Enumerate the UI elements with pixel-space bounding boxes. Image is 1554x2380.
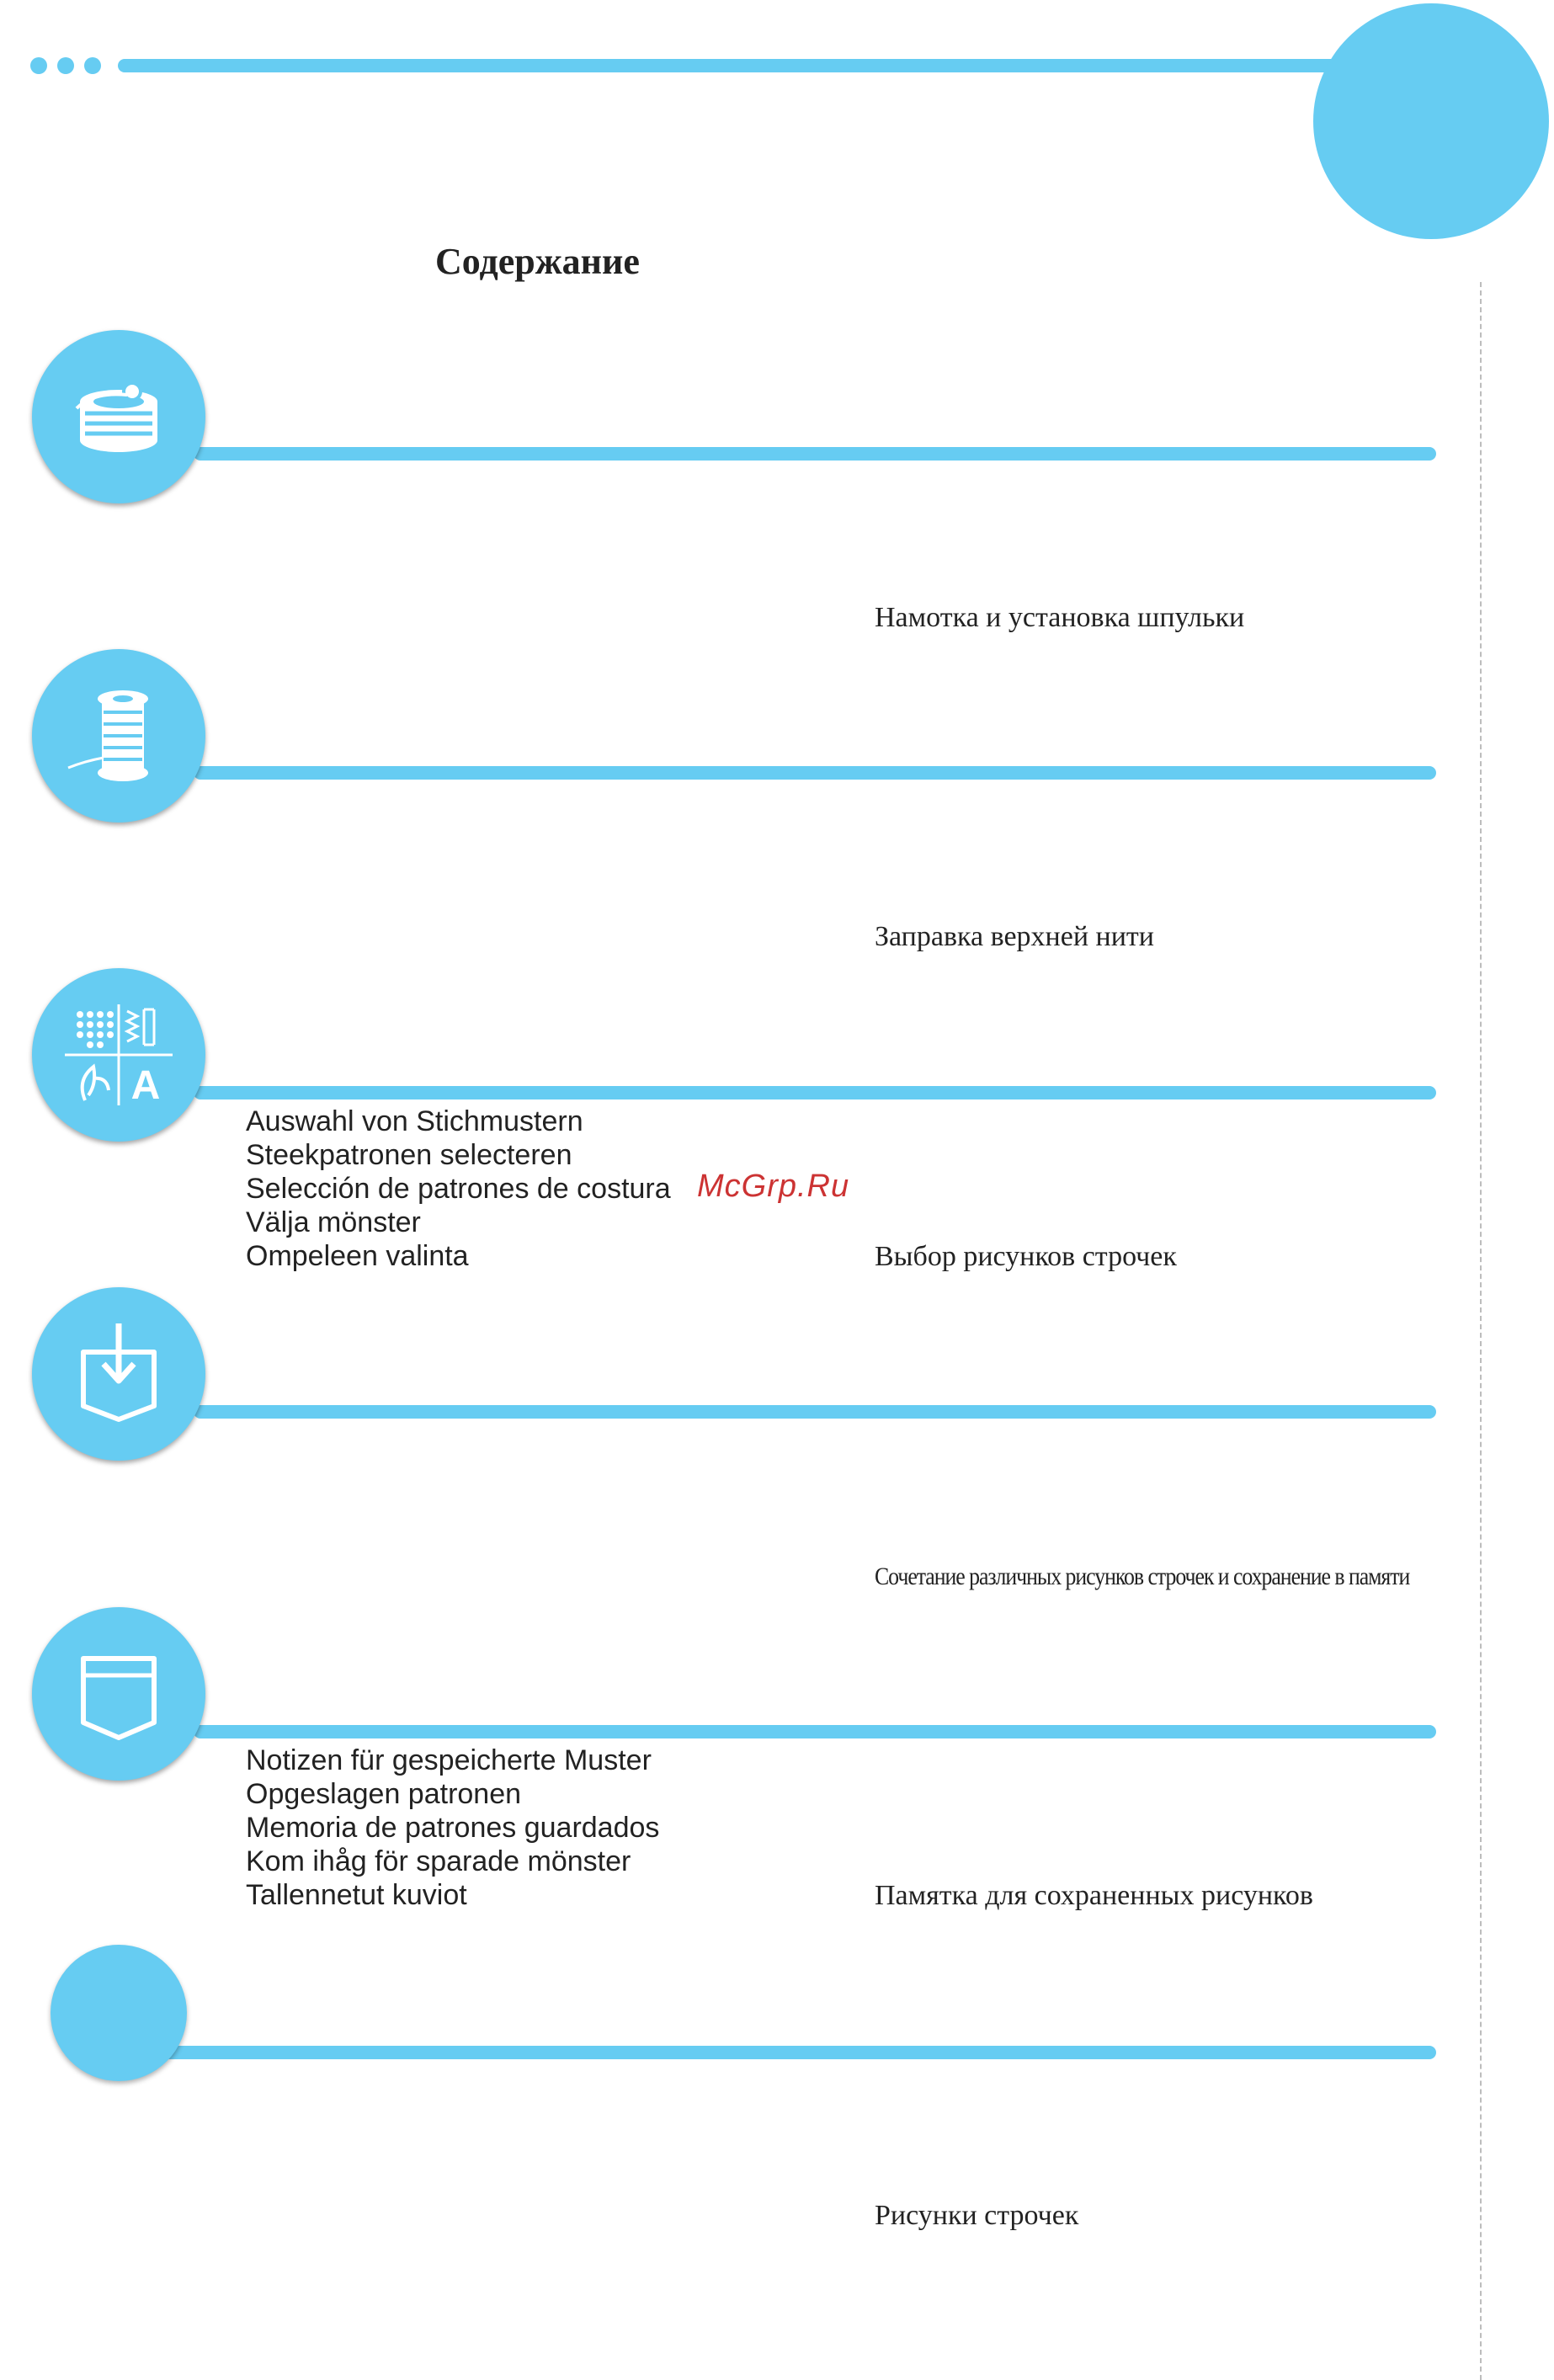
lang-fi: Tallennetut kuviot bbox=[246, 1879, 467, 1911]
pocket-memo-icon bbox=[32, 1607, 205, 1781]
lang-de: Auswahl von Stichmustern bbox=[246, 1105, 583, 1137]
section-title: Заправка верхней нити bbox=[875, 921, 1154, 952]
section-bar bbox=[194, 1086, 1436, 1099]
svg-text:A: A bbox=[130, 1063, 161, 1108]
lang-nl: Opgeslagen patronen bbox=[246, 1778, 522, 1810]
lang-es: Selección de patrones de costura bbox=[246, 1173, 671, 1205]
thread-spool-icon bbox=[32, 649, 205, 823]
top-dot-3 bbox=[84, 57, 101, 74]
top-dot-1 bbox=[30, 57, 47, 74]
section-bar bbox=[194, 447, 1436, 461]
stitch-patterns-icon bbox=[32, 968, 205, 1142]
section-title: Выбор рисунков строчек bbox=[875, 1241, 1177, 1272]
watermark: McGrp.Ru bbox=[697, 1169, 850, 1204]
language-list bbox=[246, 1744, 659, 1912]
section-title: Рисунки строчек bbox=[875, 2200, 1079, 2231]
section-bar bbox=[152, 2046, 1436, 2059]
section-title: Памятка для сохраненных рисунков bbox=[875, 1880, 1313, 1911]
section-title: Сочетание различных рисунков строчек и сохранение в памяти bbox=[875, 1563, 1410, 1590]
lang-fi: Ompeleen valinta bbox=[246, 1240, 469, 1272]
page-edge-line bbox=[1480, 282, 1482, 2380]
pocket-save-icon bbox=[32, 1287, 205, 1461]
blank-circle-icon bbox=[51, 1945, 187, 2081]
lang-es: Memoria de patrones guardados bbox=[246, 1812, 660, 1844]
section-bar bbox=[194, 766, 1436, 780]
top-right-circle bbox=[1313, 3, 1549, 239]
section-bar bbox=[194, 1725, 1436, 1738]
lang-sv: Kom ihåg för sparade mönster bbox=[246, 1845, 631, 1877]
top-bar bbox=[118, 59, 1347, 72]
section-bar bbox=[194, 1405, 1436, 1419]
lang-sv: Välja mönster bbox=[246, 1206, 421, 1238]
lang-de: Notizen für gespeicherte Muster bbox=[246, 1744, 652, 1776]
lang-nl: Steekpatronen selecteren bbox=[246, 1139, 572, 1171]
section-title: Намотка и установка шпульки bbox=[875, 602, 1245, 633]
language-list bbox=[246, 1105, 671, 1273]
page-title: Содержание bbox=[435, 241, 640, 282]
bobbin-icon bbox=[32, 330, 205, 503]
top-dot-2 bbox=[57, 57, 74, 74]
